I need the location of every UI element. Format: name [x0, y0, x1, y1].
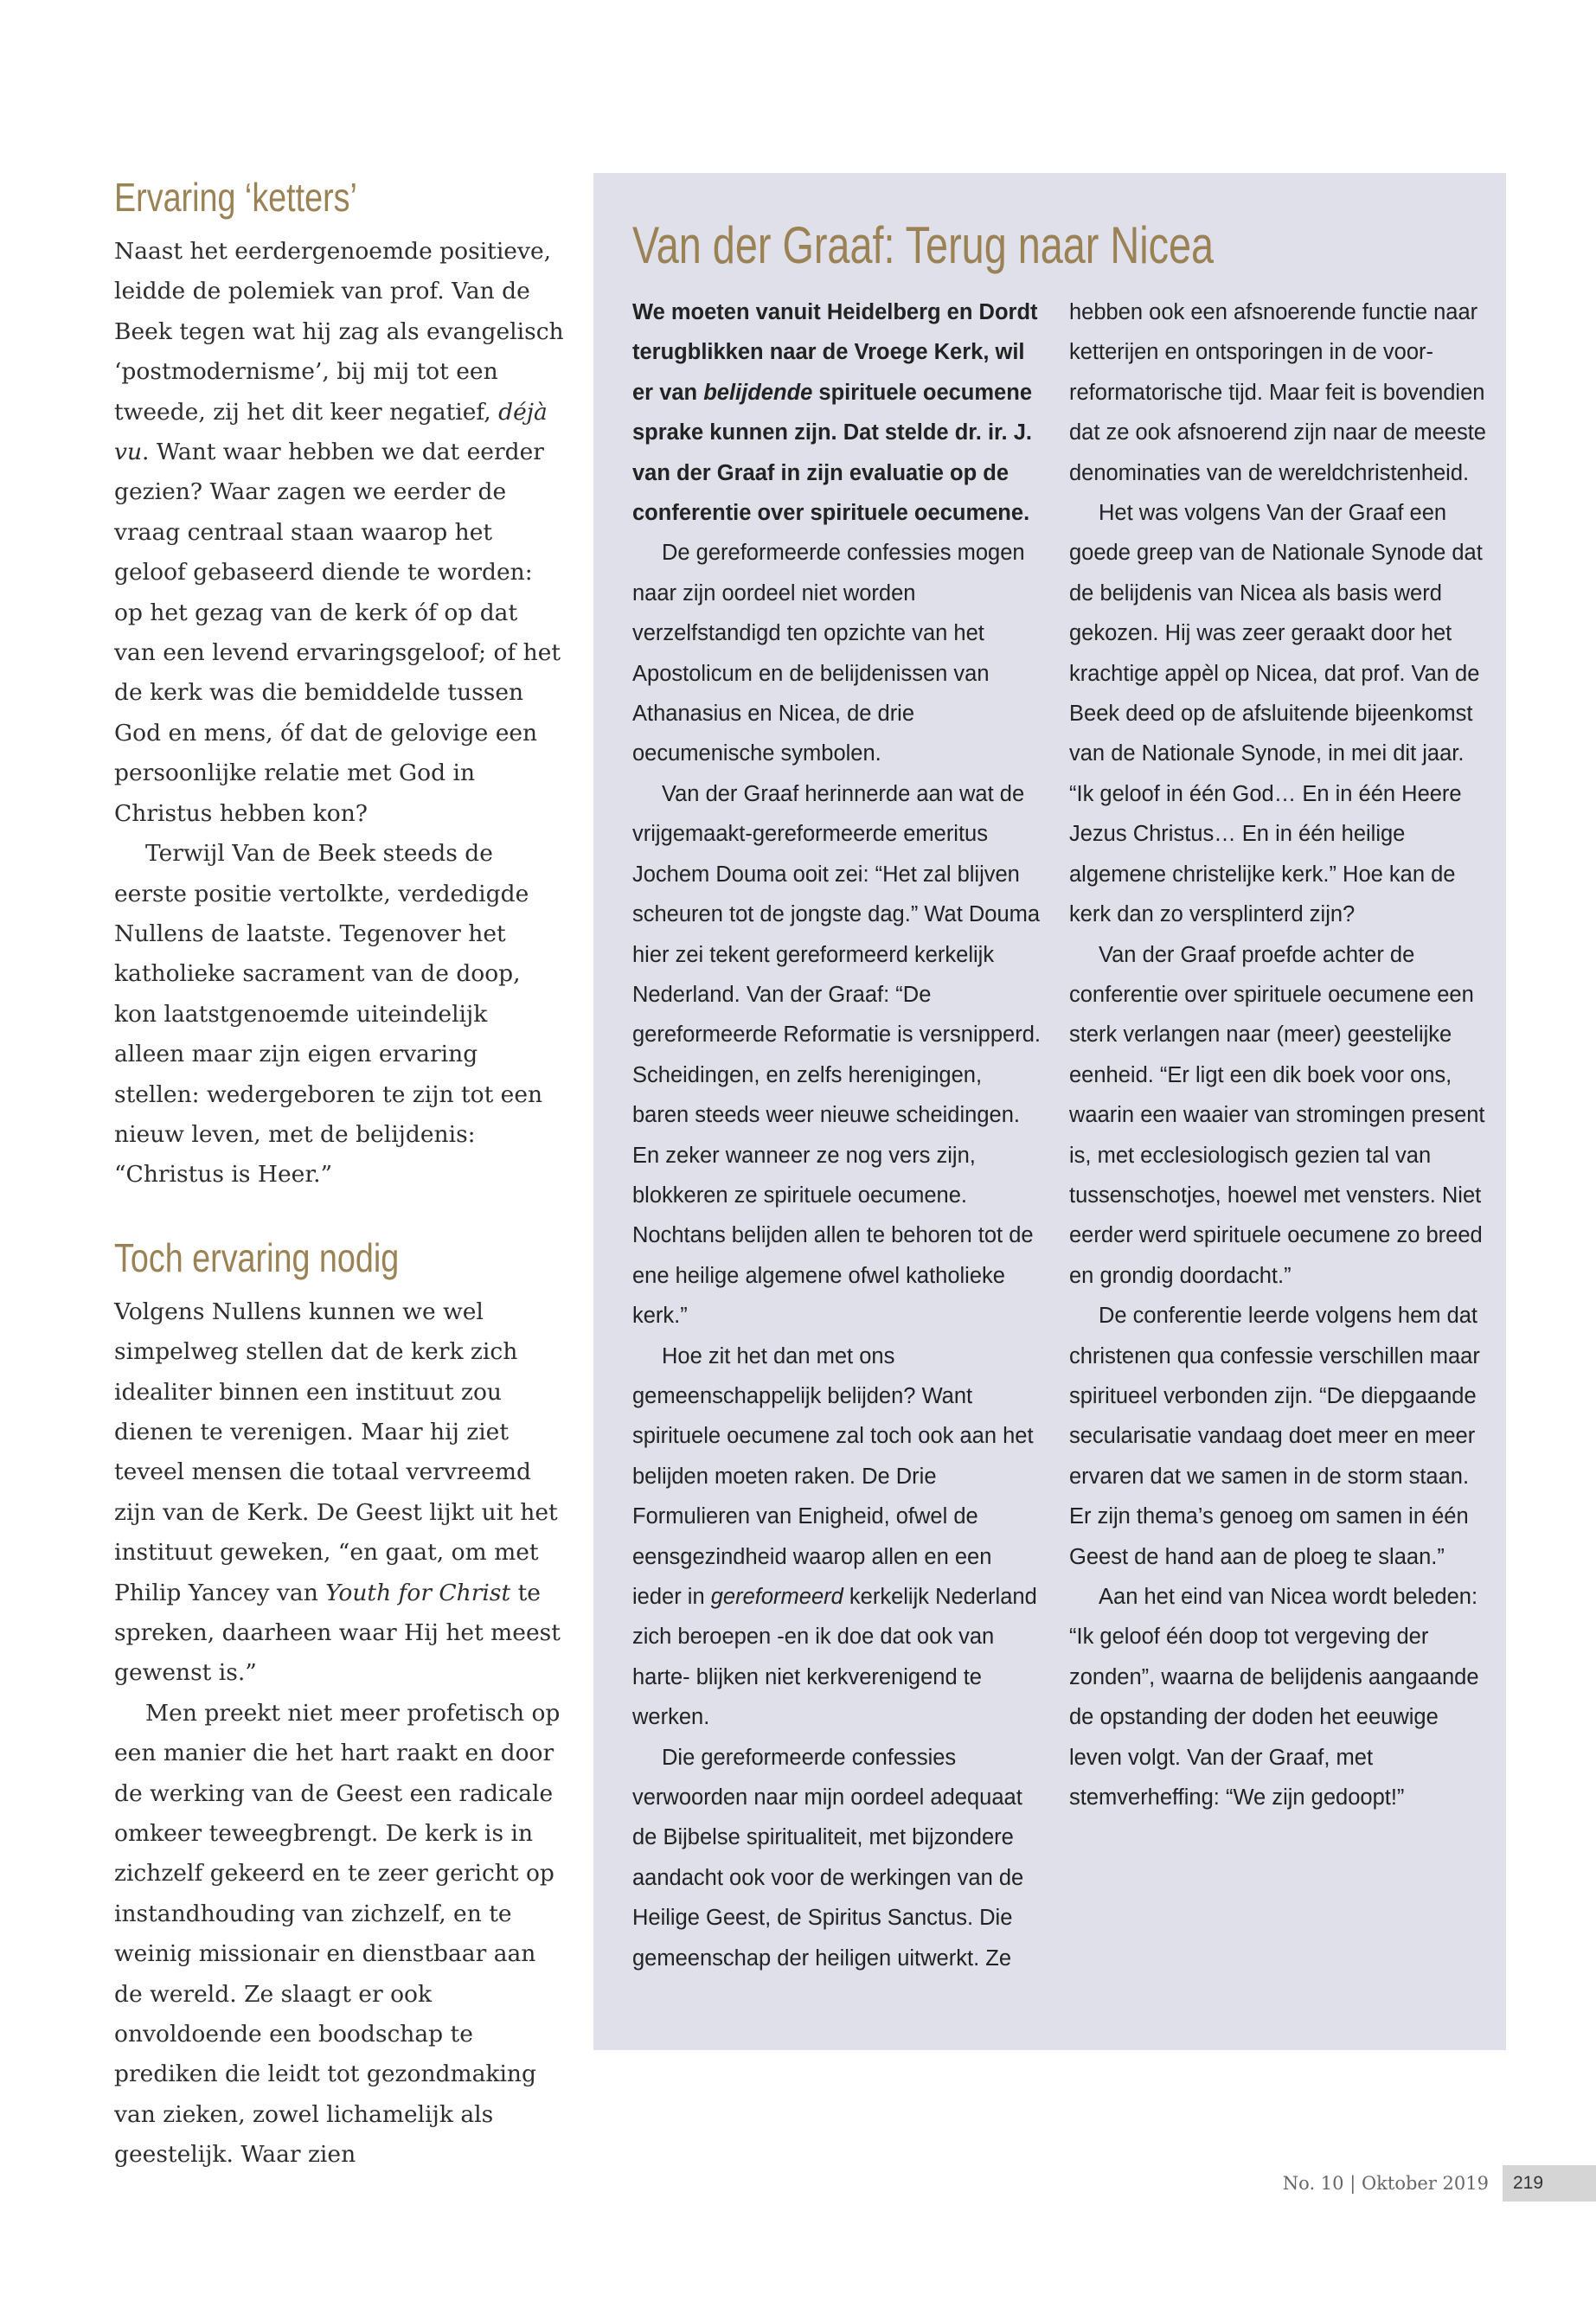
paragraph: Aan het eind van Nicea wordt beleden: “Ik geloof één doop tot vergeving der zonden”, waarna de belijdenis aangaande de opstanding der doden het eeuwige leven volgt. Van der Graaf, met stemverheffing: “We zijn gedoopt!” — [1069, 1585, 1479, 1811]
paragraph: De gereformeerde confessies mogen naar zijn oordeel niet worden verzelfstandigd ten opzichte van het Apostolicum en de belijdenissen van Athanasius en Nicea, de drie oecumenische symbolen. — [632, 541, 1025, 766]
sidebar-title: Van der Graaf: Terug naar Nicea — [632, 216, 1215, 274]
sidebar-box — [593, 173, 1506, 2050]
text-run: spirituele oecumene sprake kunnen zijn. Dat stelde dr. ir. J. van der Graaf in zijn evaluatie op de conferentie over spirituele oecumene. — [632, 380, 1032, 526]
paragraph: Van der Graaf herinnerde aan wat de vrijgemaakt-gereformeerde emeritus Jochem Douma ooit zei: “Het zal blijven scheuren tot de jongste dag.” Wat Douma hier zei tekent gereformeerd kerkelijk Nederland. Van der Graaf: “De gereformeerde Reformatie is versnipperd. Scheidingen, en zelfs herenigingen, baren steeds weer nieuwe scheidingen. En zeker wanneer ze nog vers zijn, blokkeren ze spirituele oecumene. Nochtans belijden allen te behoren tot de ene heilige algemene ofwel katholieke kerk.” — [632, 781, 1041, 1329]
text-run: te spreken, daarheen waar Hij het meest gewenst is.” — [114, 1579, 561, 1687]
paragraph: Terwijl Van de Beek steeds de eerste positie vertolkte, verdedigde Nullens de laatste. Tegenover het katholieke sacrament van de doop, kon laatstgenoemde uiteindelijk alleen maar zijn eigen ervaring stellen: wedergeboren te zijn tot een nieuw leven, met de belijdenis: “Christus is Heer.” — [114, 840, 543, 1189]
text-run: Hoe zit het dan met ons gemeenschappelijk belijden? Want spirituele oecumene zal toch ook aan het belijden moeten raken. De Drie Formulieren van Enigheid, ofwel de eensgezindheid waarop allen en een ieder in — [632, 1343, 1034, 1609]
section-heading-ervaring-ketters: Ervaring ‘ketters’ — [114, 175, 357, 220]
sidebar-column-left — [632, 292, 1043, 1978]
italic-text: Youth for Christ — [325, 1579, 511, 1606]
text-run: . Want waar hebben we dat eerder gezien? Waar zagen we eerder de vraag centraal staan waarop het geloof gebaseerd diende te worden: op het gezag van de kerk óf op dat van een levend ervaringsgeloof; of het de kerk was die bemiddelde tussen God en mens, óf dat de gelovige een persoonlijke relatie met God in Christus hebben kon? — [114, 439, 561, 827]
text-run: kerkelijk Nederland zich beroepen -en ik doe dat ook van harte- blijken niet kerkverenigend te werken. — [632, 1585, 1037, 1730]
page-footer — [1283, 2165, 1596, 2202]
paragraph: Men preekt niet meer profetisch op een manier die het hart raakt en door de werking van de Geest een radicale omkeer teweegbrengt. De kerk is in zichzelf gekeerd en te zeer gericht op instandhouding van zichzelf, en te weinig missionair en dienstbaar aan de wereld. Ze slaagt er ook onvoldoende een boodschap te prediken die leidt tot gezondmaking van zieken, zowel lichamelijk als geestelijk. Waar zien — [114, 1699, 561, 2169]
page-number: 219 — [1503, 2165, 1596, 2202]
paragraph: Het was volgens Van der Graaf een goede greep van de Nationale Synode dat de belijdenis van Nicea als basis werd gekozen. Hij was zeer geraakt door het krachtige appèl op Nicea, dat prof. Van de Beek deed op de afsluitende bijeenkomst van de Nationale Synode, in mei dit jaar. “Ik geloof in één God… En in één Heere Jezus Christus… En in één heilige algemene christelijke kerk.” Hoe kan de kerk dan zo versplinterd zijn? — [1069, 501, 1483, 927]
lead-paragraph — [632, 292, 1043, 533]
main-article-column — [114, 173, 564, 2176]
paragraph — [114, 232, 564, 834]
text-run: Naast het eerdergenoemde positieve, leidde de polemiek van prof. Van de Beek tegen wat hij zag als evangelisch ‘postmodernisme’, bij mij tot een tweede, zij het dit keer negatief, — [114, 238, 564, 426]
issue-label: No. 10 | Oktober 2019 — [1282, 2173, 1489, 2194]
text-run: Volgens Nullens kunnen we wel simpelweg stellen dat de kerk zich idealiter binnen een instituut zou dienen te verenigen. Maar hij ziet teveel mensen die totaal vervreemd zijn van de Kerk. De Geest lijkt uit het instituut geweken, “en gaat, om met Philip Yancey van — [114, 1298, 558, 1606]
paragraph: Van der Graaf proefde achter de conferentie over spirituele oecumene een sterk verlangen naar (meer) geestelijke eenheid. “Er ligt een dik boek voor ons, waarin een waaier van stromingen present is, met ecclesiologisch gezien tal van tussenschotjes, hoewel met vensters. Niet eerder werd spirituele oecumene zo breed en grondig doordacht.” — [1069, 942, 1485, 1288]
paragraph: De conferentie leerde volgens hem dat christenen qua confessie verschillen maar spiritueel verbonden zijn. “De diepgaande secularisatie vandaag doet meer en meer ervaren dat we samen in de storm staan. Er zijn thema’s genoeg om samen in één Geest de hand aan de ploeg te slaan.” — [1069, 1304, 1480, 1569]
paragraph: Die gereformeerde confessies verwoorden naar mijn oordeel adequaat de Bijbelse spiritualiteit, met bijzondere aandacht ook voor de werkingen van de Heilige Geest, de Spiritus Sanctus. Die gemeenschap der heiligen uitwerkt. Ze — [632, 1745, 1024, 1971]
sidebar-column-right — [1069, 292, 1489, 1817]
italic-text: déjà vu — [114, 398, 548, 466]
italic-text: gereformeerd — [710, 1585, 843, 1609]
paragraph — [632, 1336, 1043, 1738]
paragraph — [114, 1292, 564, 1694]
italic-text: belijdende — [703, 380, 813, 405]
text-run: We moeten vanuit Heidelberg en Dordt terugblikken naar de Vroege Kerk, wil er van — [632, 300, 1038, 405]
section-heading-toch-ervaring-nodig: Toch ervaring nodig — [114, 1234, 400, 1280]
paragraph: hebben ook een afsnoerende functie naar ketterijen en ontsporingen in de voor-reformatorische tijd. Maar feit is bovendien dat ze ook afsnoerend zijn naar de meeste denominaties van de wereldchristenheid. — [1069, 300, 1486, 485]
